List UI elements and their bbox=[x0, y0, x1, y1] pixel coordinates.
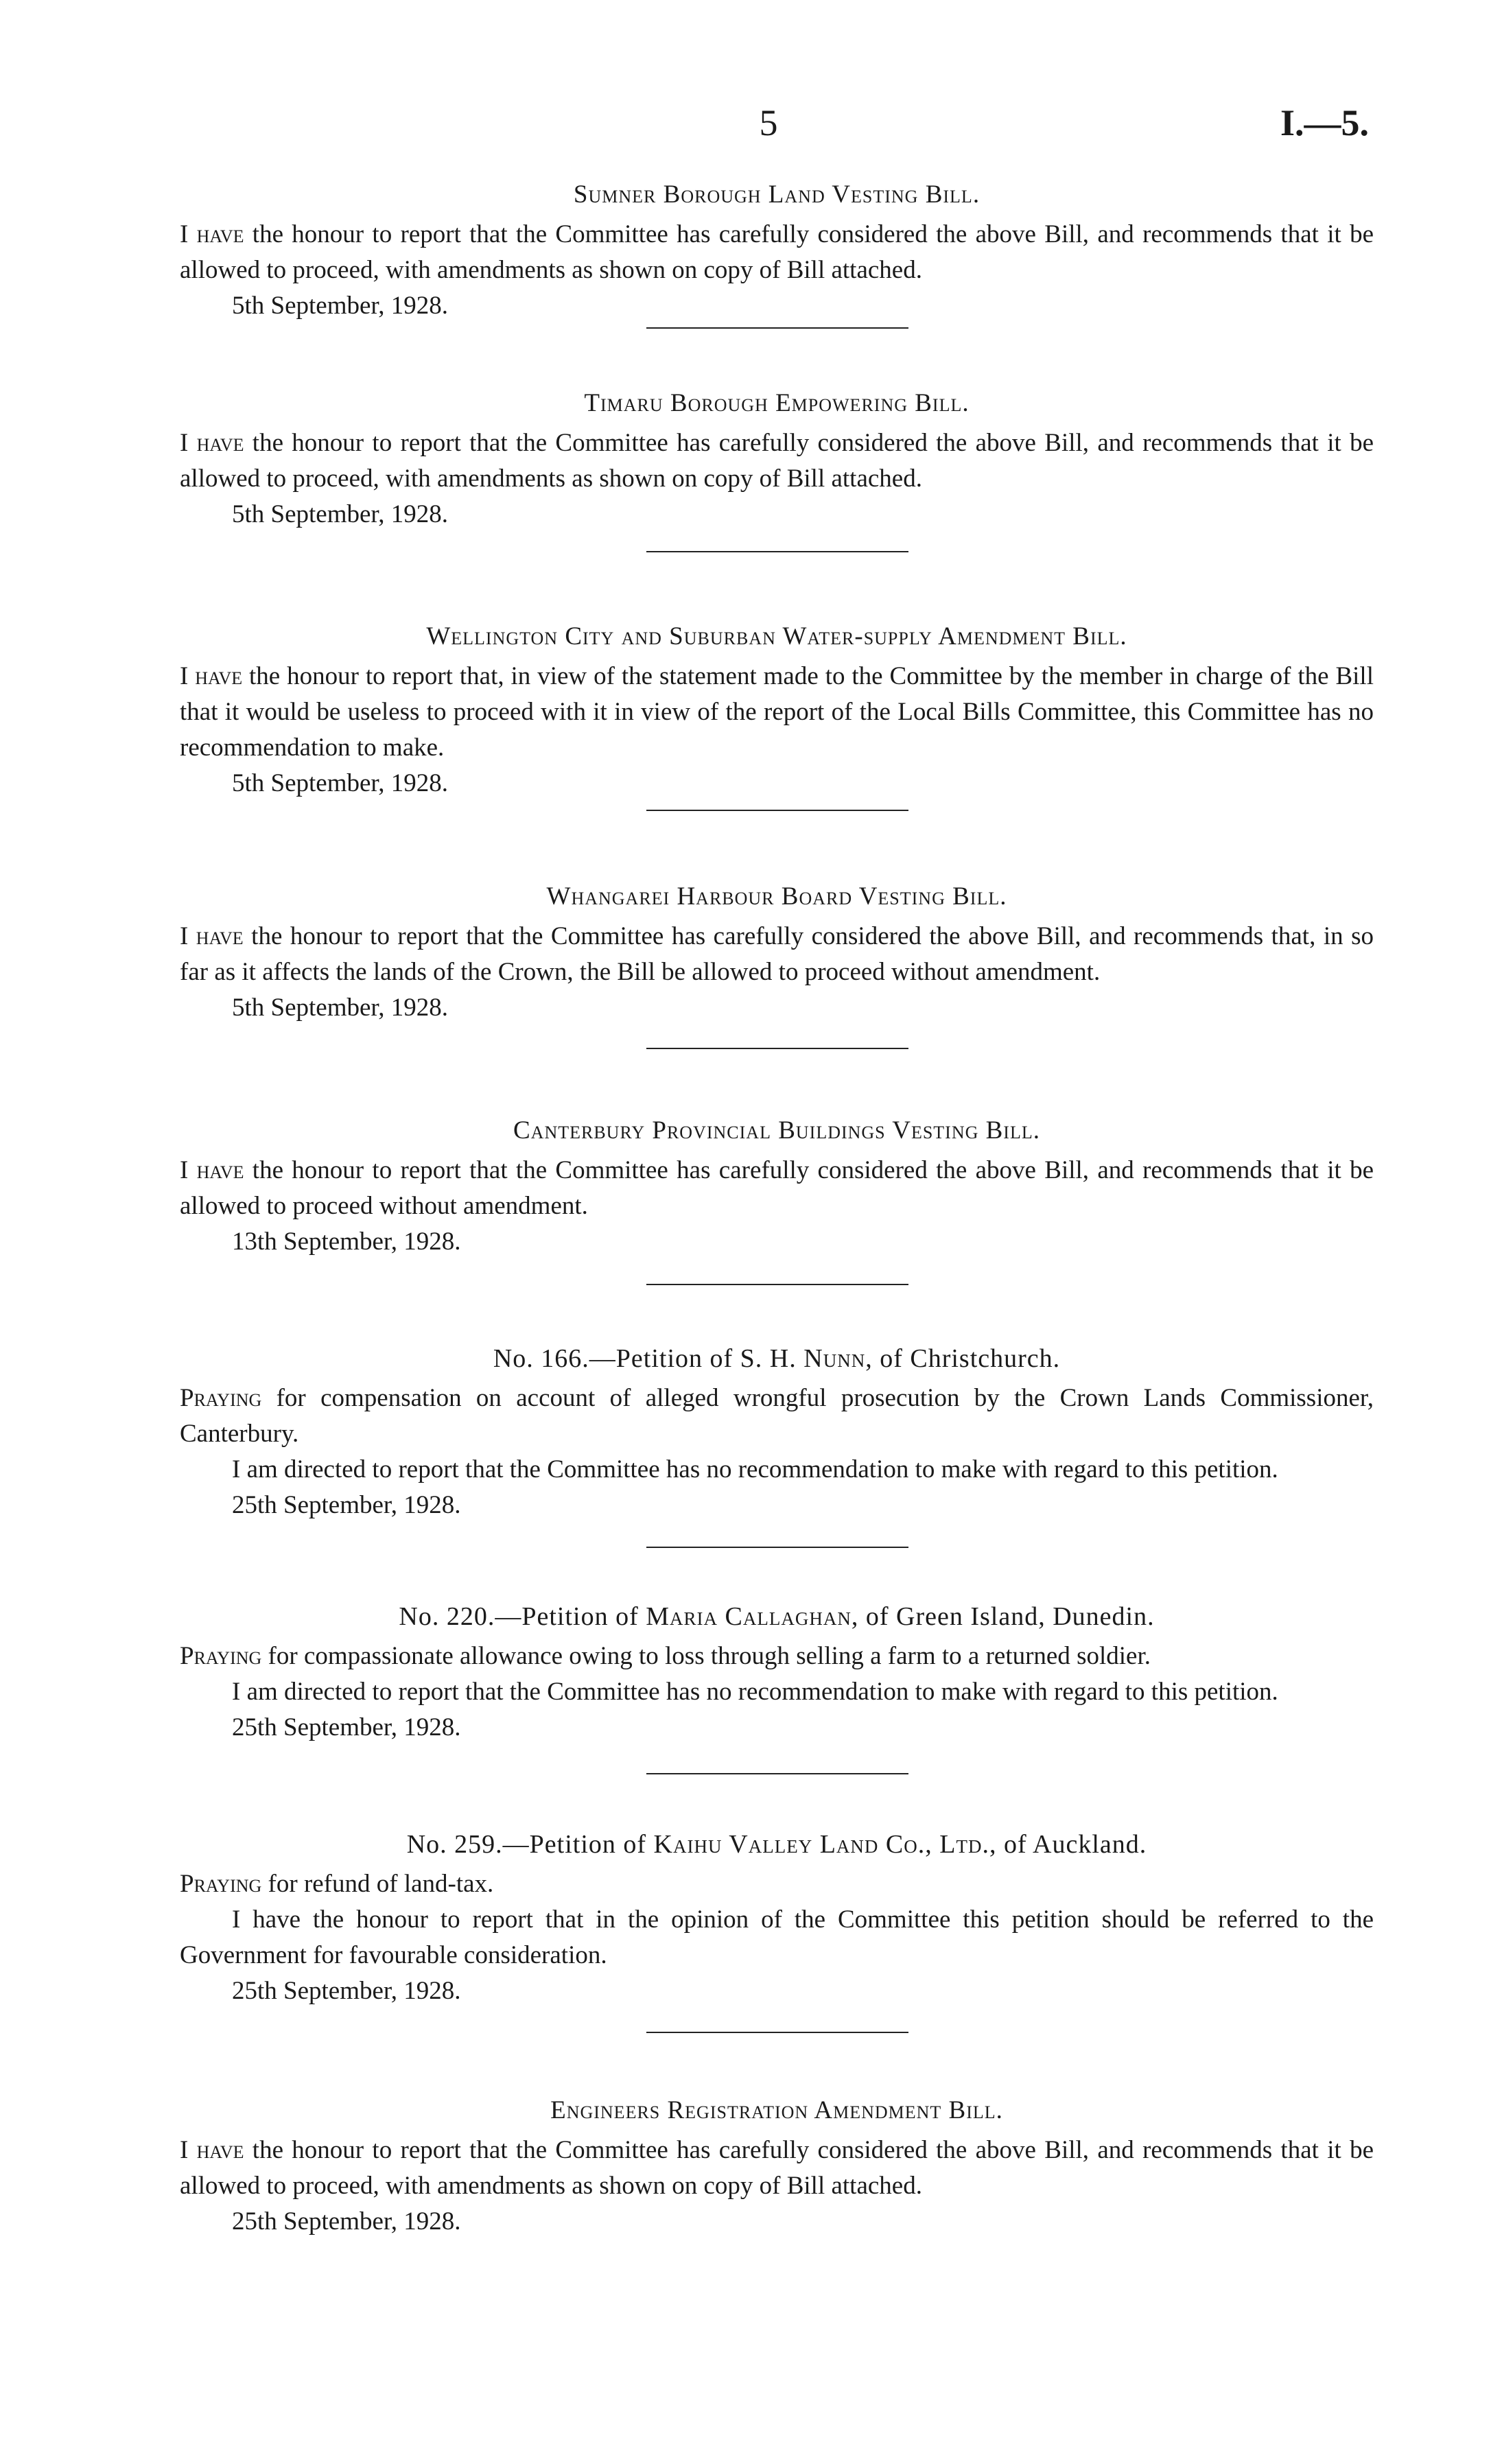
document-reference: I.—5. bbox=[1280, 102, 1369, 143]
section-sumner-borough bbox=[180, 177, 1374, 324]
section-body bbox=[180, 1381, 1374, 1452]
section-body bbox=[180, 425, 1374, 497]
section-whangarei-harbour bbox=[180, 879, 1374, 1026]
section-date: 25th September, 1928. bbox=[232, 1977, 461, 2005]
section-body bbox=[180, 1153, 1374, 1224]
section-date: 25th September, 1928. bbox=[232, 1713, 461, 1741]
section-divider bbox=[646, 2032, 908, 2033]
lead-words: I have bbox=[180, 922, 244, 950]
section-body bbox=[180, 919, 1374, 990]
heading-suffix: , of Green Island, Dunedin. bbox=[851, 1602, 1155, 1631]
section-date: 5th September, 1928. bbox=[232, 292, 449, 320]
section-body-2: I am directed to report that the Committee has no recommendation to make with regard to this petition. bbox=[232, 1455, 1278, 1483]
body-text: for compassionate allowance owing to loss through selling a farm to a returned soldier. bbox=[261, 1642, 1151, 1670]
section-engineers-registration bbox=[180, 2093, 1374, 2240]
section-divider bbox=[646, 327, 908, 329]
section-divider bbox=[646, 1773, 908, 1774]
heading-prefix: No. 166.—Petition of S. H. bbox=[493, 1344, 804, 1373]
petitioner-name: Maria Callaghan bbox=[646, 1602, 852, 1631]
section-petition-259 bbox=[180, 1827, 1374, 2009]
section-body-2: I have the honour to report that in the opinion of the Committee this petition should be referred to the Government for favourable consideration. bbox=[180, 1905, 1374, 1969]
section-body bbox=[180, 2133, 1374, 2204]
section-timaru-borough bbox=[180, 386, 1374, 532]
section-heading bbox=[180, 1599, 1374, 1634]
body-text: the honour to report that the Committee has carefully considered the above Bill, and recommends that, in so far as it affects the lands of the Crown, the Bill be allowed to proceed without amendment. bbox=[180, 922, 1374, 986]
section-body bbox=[180, 1639, 1374, 1674]
section-canterbury-buildings bbox=[180, 1113, 1374, 1260]
heading-prefix: No. 259.—Petition of bbox=[406, 1830, 654, 1859]
lead-words: Praying bbox=[180, 1384, 262, 1412]
section-body bbox=[180, 659, 1374, 766]
section-heading: Timaru Borough Empowering Bill. bbox=[584, 389, 970, 417]
lead-words: I have bbox=[180, 2136, 244, 2164]
section-divider bbox=[646, 1048, 908, 1049]
lead-words: I have bbox=[180, 220, 244, 248]
lead-words: I have bbox=[180, 662, 243, 690]
section-date: 25th September, 1928. bbox=[232, 1491, 461, 1519]
section-body bbox=[180, 1866, 1374, 1902]
section-heading bbox=[180, 1827, 1374, 1862]
section-heading: Whangarei Harbour Board Vesting Bill. bbox=[546, 882, 1007, 911]
section-heading: Wellington City and Suburban Water-supply Amendment Bill. bbox=[426, 622, 1127, 650]
section-body bbox=[180, 217, 1374, 288]
section-date: 5th September, 1928. bbox=[232, 500, 449, 528]
heading-prefix: No. 220.—Petition of bbox=[399, 1602, 646, 1631]
body-text: for refund of land-tax. bbox=[261, 1870, 494, 1898]
lead-words: I have bbox=[180, 1156, 244, 1184]
lead-words: I have bbox=[180, 429, 244, 457]
section-body-2: I am directed to report that the Committee has no recommendation to make with regard to this petition. bbox=[232, 1678, 1278, 1706]
body-text: the honour to report that, in view of the statement made to the Committee by the member in charge of the Bill that it would be useless to proceed with it in view of the report of the Local Bills Committee, this Committee has no recommendation to make. bbox=[180, 662, 1374, 762]
section-heading bbox=[180, 1341, 1374, 1376]
section-date: 25th September, 1928. bbox=[232, 2207, 461, 2236]
lead-words: Praying bbox=[180, 1642, 262, 1670]
body-text: the honour to report that the Committee has carefully considered the above Bill, and recommends that it be allowed to proceed, with amendments as shown on copy of Bill attached. bbox=[180, 220, 1374, 284]
body-text: for compensation on account of alleged wrongful prosecution by the Crown Lands Commissioner, Canterbury. bbox=[180, 1384, 1374, 1448]
section-divider bbox=[646, 551, 908, 552]
heading-suffix: , of Christchurch. bbox=[865, 1344, 1061, 1373]
lead-words: Praying bbox=[180, 1870, 262, 1898]
section-date: 5th September, 1928. bbox=[232, 769, 449, 797]
section-divider bbox=[646, 1284, 908, 1285]
body-text: the honour to report that the Committee has carefully considered the above Bill, and recommends that it be allowed to proceed, with amendments as shown on copy of Bill attached. bbox=[180, 2136, 1374, 2200]
section-heading: Engineers Registration Amendment Bill. bbox=[550, 2096, 1003, 2124]
section-heading: Sumner Borough Land Vesting Bill. bbox=[573, 180, 981, 209]
section-petition-166 bbox=[180, 1341, 1374, 1523]
heading-suffix: , of Auckland. bbox=[989, 1830, 1147, 1859]
section-divider bbox=[646, 810, 908, 811]
body-text: the honour to report that the Committee has carefully considered the above Bill, and recommends that it be allowed to proceed, with amendments as shown on copy of Bill attached. bbox=[180, 429, 1374, 493]
petitioner-name: Nunn bbox=[803, 1344, 866, 1373]
section-petition-220 bbox=[180, 1599, 1374, 1746]
section-divider bbox=[646, 1547, 908, 1548]
petitioner-name: Kaihu Valley Land Co., Ltd. bbox=[653, 1830, 989, 1859]
section-date: 13th September, 1928. bbox=[232, 1228, 461, 1256]
section-date: 5th September, 1928. bbox=[232, 994, 449, 1022]
section-heading: Canterbury Provincial Buildings Vesting Bill. bbox=[513, 1116, 1040, 1145]
section-wellington-water-supply bbox=[180, 619, 1374, 801]
body-text: the honour to report that the Committee has carefully considered the above Bill, and recommends that it be allowed to proceed without amendment. bbox=[180, 1156, 1374, 1220]
page-number: 5 bbox=[759, 102, 778, 143]
